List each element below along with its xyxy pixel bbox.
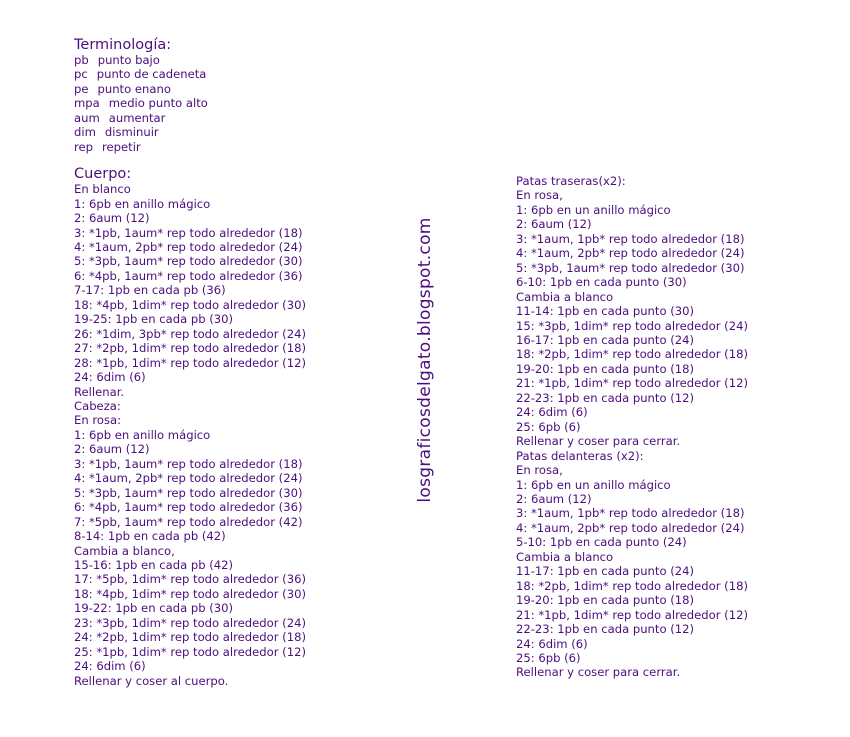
instruction-line: 3: *1aum, 1pb* rep todo alrededor (18)	[516, 506, 745, 521]
instruction-line: 4: *1aum, 2pb* rep todo alrededor (24)	[74, 471, 303, 486]
instruction-line: 19-25: 1pb en cada pb (30)	[74, 312, 234, 327]
term-meaning: medio punto alto	[108, 96, 208, 111]
patas-delanteras-title: Patas delanteras (x2):	[516, 448, 644, 463]
instruction-line: Rellenar.	[74, 384, 125, 399]
instruction-line: 2: 6aum (12)	[74, 211, 150, 226]
instruction-line: 3: *1pb, 1aum* rep todo alrededor (18)	[74, 225, 303, 240]
instruction-line: 1: 6pb en un anillo mágico	[516, 477, 671, 492]
terminology-list	[74, 53, 306, 154]
instruction-line: Cambia a blanco	[516, 289, 614, 304]
instruction-line: 24: 6dim (6)	[74, 370, 146, 385]
instruction-line: 19-22: 1pb en cada pb (30)	[74, 601, 234, 616]
instruction-line: 4: *1aum, 2pb* rep todo alrededor (24)	[74, 239, 303, 254]
instruction-line: 2: 6aum (12)	[74, 442, 150, 457]
patas-delanteras-instructions	[516, 463, 748, 680]
terminology-item	[74, 96, 306, 110]
instruction-line: 19-20: 1pb en cada punto (18)	[516, 361, 695, 376]
instruction-line: 6-10: 1pb en cada punto (30)	[516, 275, 687, 290]
instruction-line: 5-10: 1pb en cada punto (24)	[516, 535, 687, 550]
term-abbr: pb	[74, 53, 89, 67]
term-abbr: rep	[74, 139, 94, 154]
instruction-line: 16-17: 1pb en cada punto (24)	[516, 332, 695, 347]
instruction-line: 25: *1pb, 1dim* rep todo alrededor (12)	[74, 644, 306, 659]
watermark-text: losgraficosdelgato.blogspot.com	[415, 217, 435, 503]
instruction-line: 24: 6dim (6)	[74, 659, 146, 674]
instruction-line: Rellenar y coser para cerrar.	[516, 434, 681, 449]
cabeza-instructions	[74, 413, 306, 688]
instruction-line: 22-23: 1pb en cada punto (12)	[516, 622, 695, 637]
instruction-line: 1: 6pb en anillo mágico	[74, 196, 211, 211]
instruction-line: Cambia a blanco,	[74, 543, 175, 558]
term-abbr: mpa	[74, 96, 100, 111]
term-meaning: repetir	[102, 139, 141, 154]
instruction-line: 2: 6aum (12)	[516, 217, 592, 232]
patas-traseras-title: Patas traseras(x2):	[516, 174, 626, 188]
terminology-item	[74, 140, 306, 154]
instruction-line: 24: 6dim (6)	[516, 405, 588, 420]
instruction-line: 17: *5pb, 1dim* rep todo alrededor (36)	[74, 572, 306, 587]
instruction-line: 21: *1pb, 1dim* rep todo alrededor (12)	[516, 376, 748, 391]
instruction-line: 28: *1pb, 1dim* rep todo alrededor (12)	[74, 355, 306, 370]
term-meaning: punto bajo	[97, 53, 160, 67]
instruction-line: 2: 6aum (12)	[516, 491, 592, 506]
instruction-line: 25: 6pb (6)	[516, 419, 581, 434]
cuerpo-instructions	[74, 182, 306, 399]
instruction-line: 15: *3pb, 1dim* rep todo alrededor (24)	[516, 318, 748, 333]
instruction-line: Rellenar y coser al cuerpo.	[74, 673, 229, 688]
instruction-line: En rosa,	[516, 463, 563, 478]
terminology-item	[74, 53, 306, 67]
instruction-line: 6: *4pb, 1aum* rep todo alrededor (36)	[74, 268, 303, 283]
term-meaning: punto de cadeneta	[96, 67, 207, 82]
instruction-line: 5: *3pb, 1aum* rep todo alrededor (30)	[74, 254, 303, 269]
term-meaning: aumentar	[108, 110, 166, 125]
terminology-item	[74, 125, 306, 139]
instruction-line: 22-23: 1pb en cada punto (12)	[516, 390, 695, 405]
term-abbr: aum	[74, 110, 100, 125]
cabeza-title: Cabeza:	[74, 398, 121, 413]
instruction-line: 15-16: 1pb en cada pb (42)	[74, 557, 234, 572]
instruction-line: 23: *3pb, 1dim* rep todo alrededor (24)	[74, 615, 306, 630]
instruction-line: 18: *4pb, 1dim* rep todo alrededor (30)	[74, 586, 306, 601]
instruction-line: 11-17: 1pb en cada punto (24)	[516, 564, 695, 579]
instruction-line: 3: *1pb, 1aum* rep todo alrededor (18)	[74, 456, 303, 471]
instruction-line: 3: *1aum, 1pb* rep todo alrededor (18)	[516, 231, 745, 246]
left-column	[74, 38, 306, 688]
instruction-line: 18: *2pb, 1dim* rep todo alrededor (18)	[516, 578, 748, 593]
instruction-line: 8-14: 1pb en cada pb (42)	[74, 529, 226, 544]
term-meaning: punto enano	[97, 81, 171, 96]
instruction-line: 7: *5pb, 1aum* rep todo alrededor (42)	[74, 514, 303, 529]
instruction-line: En blanco	[74, 182, 131, 197]
instruction-line: Cambia a blanco	[516, 549, 614, 564]
instruction-line: 24: 6dim (6)	[516, 636, 588, 651]
instruction-line: 6: *4pb, 1aum* rep todo alrededor (36)	[74, 500, 303, 515]
instruction-line: 25: 6pb (6)	[516, 650, 581, 665]
instruction-line: En rosa:	[74, 413, 122, 428]
terminology-item	[74, 82, 306, 96]
instruction-line: 4: *1aum, 2pb* rep todo alrededor (24)	[516, 246, 745, 261]
patas-traseras-instructions	[516, 188, 748, 448]
terminology-item	[74, 111, 306, 125]
instruction-line: 21: *1pb, 1dim* rep todo alrededor (12)	[516, 607, 748, 622]
instruction-line: 11-14: 1pb en cada punto (30)	[516, 304, 695, 319]
instruction-line: 19-20: 1pb en cada punto (18)	[516, 593, 695, 608]
term-meaning: disminuir	[104, 125, 159, 140]
instruction-line: 18: *4pb, 1dim* rep todo alrededor (30)	[74, 297, 306, 312]
right-column	[516, 174, 748, 680]
instruction-line: 26: *1dim, 3pb* rep todo alrededor (24)	[74, 326, 306, 341]
instruction-line: 27: *2pb, 1dim* rep todo alrededor (18)	[74, 341, 306, 356]
instruction-line: 5: *3pb, 1aum* rep todo alrededor (30)	[74, 485, 303, 500]
instruction-line: Rellenar y coser para cerrar.	[516, 665, 681, 680]
instruction-line: 18: *2pb, 1dim* rep todo alrededor (18)	[516, 347, 748, 362]
instruction-line: 4: *1aum, 2pb* rep todo alrededor (24)	[516, 520, 745, 535]
instruction-line: En rosa,	[516, 188, 563, 203]
terminology-title: Terminología:	[74, 37, 172, 53]
instruction-line: 1: 6pb en anillo mágico	[74, 427, 211, 442]
terminology-item	[74, 67, 306, 81]
term-abbr: pc	[74, 67, 88, 82]
term-abbr: dim	[74, 125, 96, 140]
cuerpo-title: Cuerpo:	[74, 166, 132, 183]
instruction-line: 7-17: 1pb en cada pb (36)	[74, 283, 226, 298]
instruction-line: 5: *3pb, 1aum* rep todo alrededor (30)	[516, 260, 745, 275]
instruction-line: 24: *2pb, 1dim* rep todo alrededor (18)	[74, 630, 306, 645]
term-abbr: pe	[74, 81, 89, 96]
instruction-line: 1: 6pb en un anillo mágico	[516, 202, 671, 217]
